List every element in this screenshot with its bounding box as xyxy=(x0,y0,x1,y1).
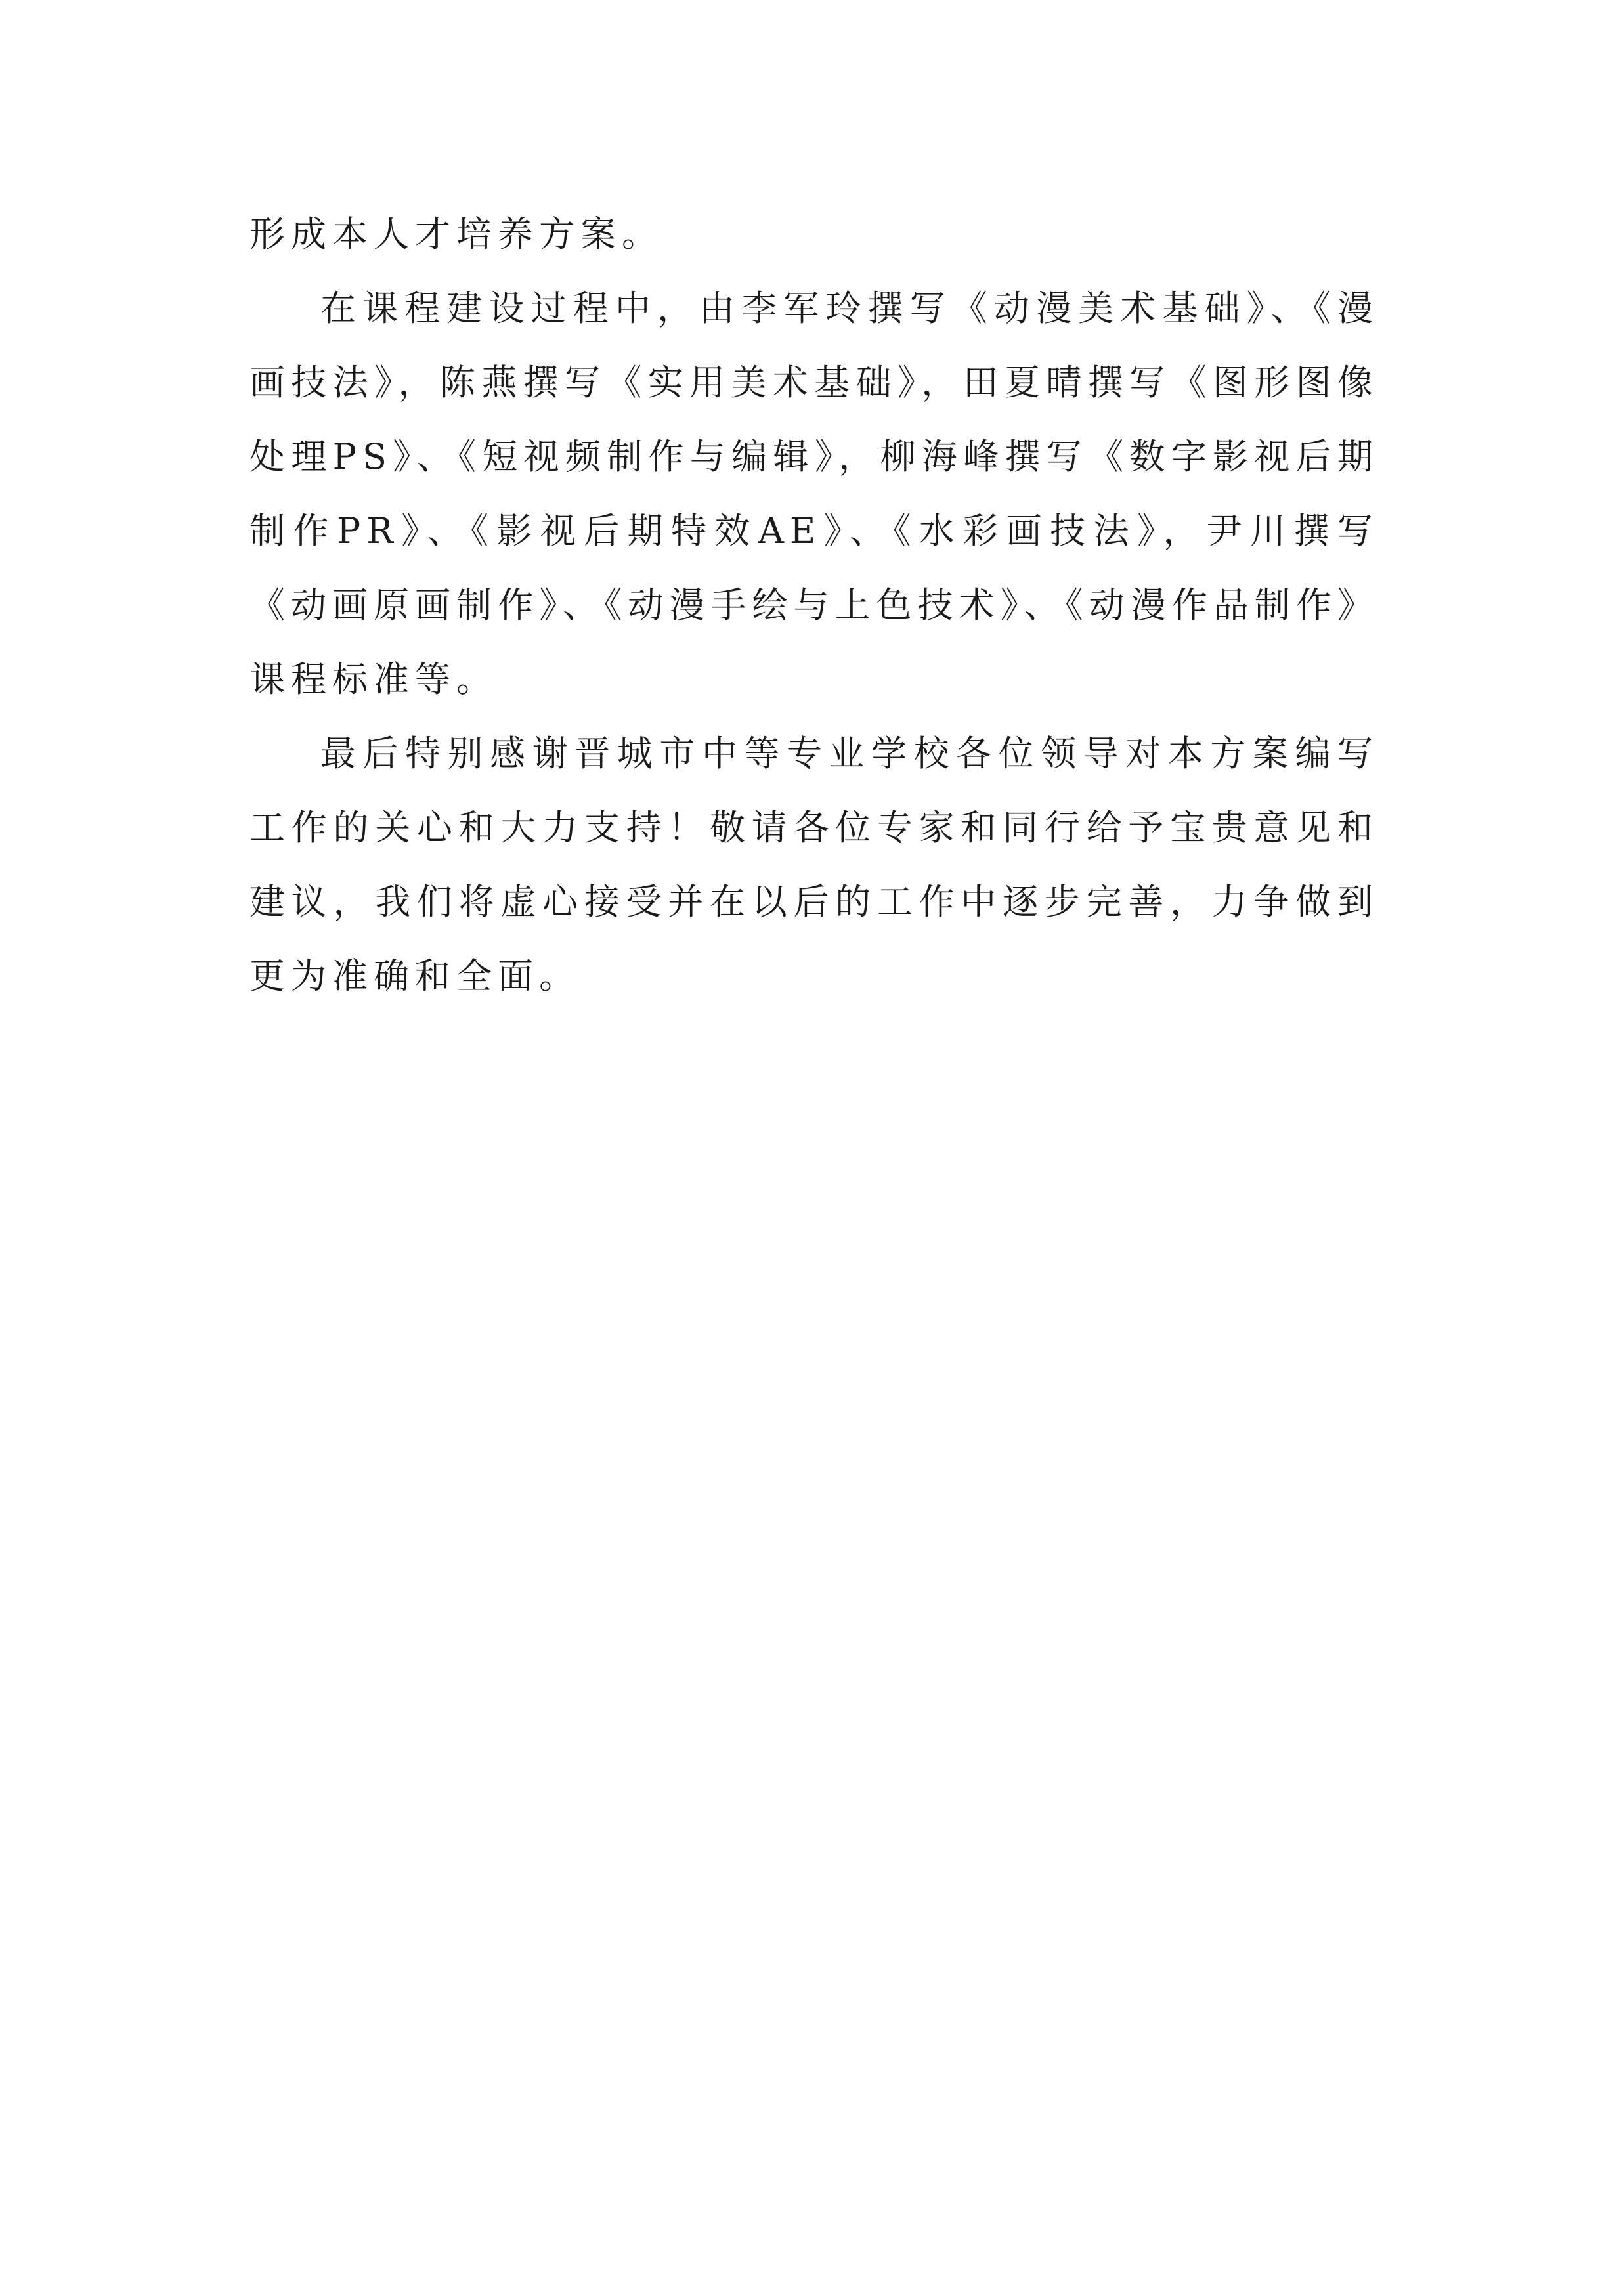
paragraph-continuation: 形成本人才培养方案。 xyxy=(249,213,663,255)
document-body xyxy=(249,197,1379,1013)
paragraph-course-development: 在课程建设过程中，由李军玲撰写《动漫美术基础》、《漫画技法》，陈燕撰写《实用美术基础》，田夏晴撰写《图形图像处理PS》、《短视频制作与编辑》，柳海峰撰写《数字影视后期制作PR》、《影视后期特效AE》、《水彩画技法》，尹川撰写《动画原画制作》、《动漫手绘与上色技术》、《动漫作品制作》课程标准等。 xyxy=(249,288,1379,700)
paragraph-acknowledgement: 最后特别感谢晋城市中等专业学校各位领导对本方案编写工作的关心和大力支持！敬请各位专家和同行给予宝贵意见和建议，我们将虚心接受并在以后的工作中逐步完善，力争做到更为准确和全面。 xyxy=(249,733,1379,997)
